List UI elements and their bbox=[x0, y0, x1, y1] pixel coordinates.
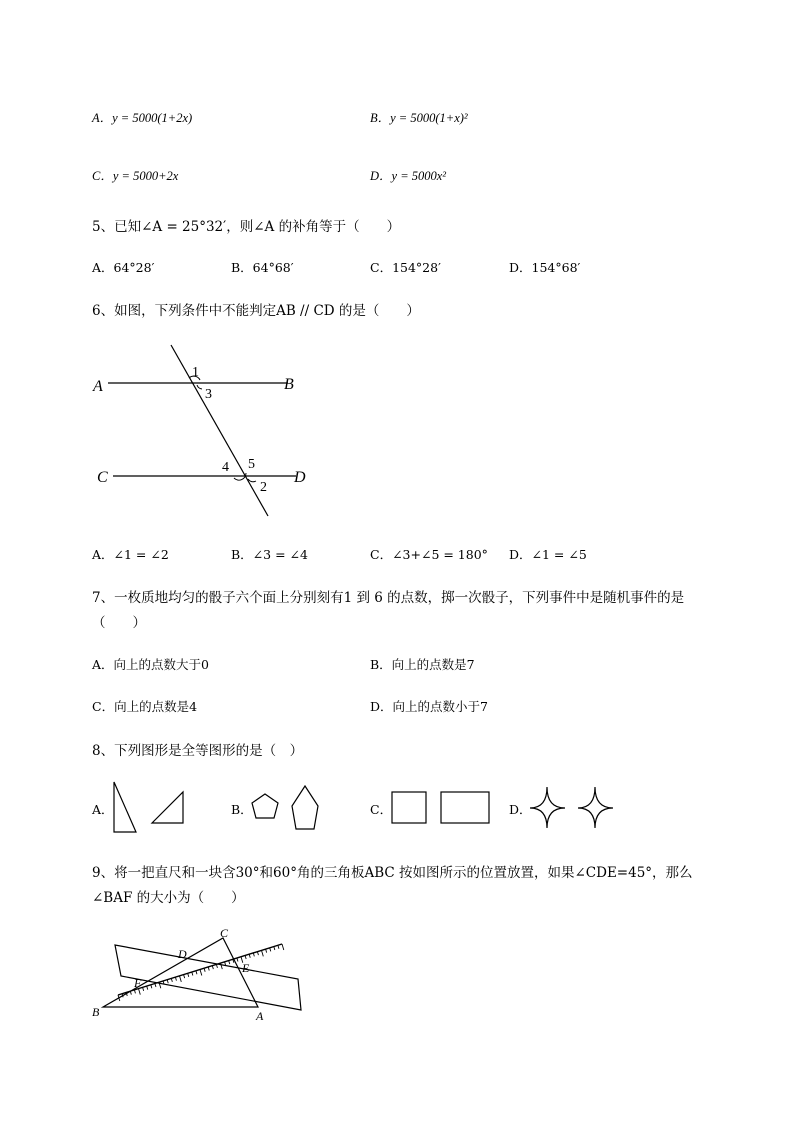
q8-option-c-label: C． bbox=[370, 802, 393, 817]
label-b: B bbox=[284, 376, 294, 393]
q4-option-c: C．y = 5000+2x bbox=[92, 169, 179, 183]
q7-option-a: A．向上的点数大于0 bbox=[92, 657, 209, 672]
q5-option-a: A．64°28′ bbox=[92, 260, 155, 275]
q7-option-d: D．向上的点数小于7 bbox=[370, 699, 488, 714]
label-c: C bbox=[220, 926, 229, 940]
q4-option-d: D．y = 5000x² bbox=[370, 169, 447, 183]
q7-stem-line2: （ ） bbox=[92, 615, 146, 631]
ruler bbox=[115, 945, 301, 1010]
q5-option-d: D．154°68′ bbox=[509, 260, 581, 275]
q9-stem-line2: ∠BAF 的大小为（ ） bbox=[92, 890, 245, 906]
q4-option-a: A．y = 5000(1+2x) bbox=[92, 111, 193, 125]
label-1: 1 bbox=[192, 365, 199, 380]
q7-stem-line1: 7、一枚质地均匀的骰子六个面上分别刻有1 到 6 的点数，掷一次骰子，下列事件中是随机事件的是 bbox=[92, 590, 685, 606]
q5-option-b: B．64°68′ bbox=[231, 260, 294, 275]
q6-option-a: A．∠1 = ∠2 bbox=[92, 547, 169, 562]
label-2: 2 bbox=[260, 480, 267, 495]
q7-option-b: B．向上的点数是7 bbox=[370, 657, 475, 672]
q6-option-b: B．∠3 = ∠4 bbox=[231, 547, 308, 562]
label-a: A bbox=[256, 1009, 264, 1023]
label-e: E bbox=[242, 961, 250, 975]
q7-option-c: C．向上的点数是4 bbox=[92, 699, 198, 714]
label-a: A bbox=[93, 378, 103, 395]
label-f: F bbox=[134, 976, 142, 990]
label-d: D bbox=[294, 469, 306, 486]
q9-stem-line1: 9、将一把直尺和一块含30°和60°角的三角板ABC 按如图所示的位置放置，如果∠CDE=45°，那么 bbox=[92, 865, 693, 881]
q5-option-c: C．154°28′ bbox=[370, 260, 441, 275]
label-c: C bbox=[97, 469, 108, 486]
ruler-tick bbox=[282, 944, 284, 950]
q8-option-d-label: D． bbox=[509, 802, 532, 817]
label-4: 4 bbox=[222, 460, 229, 475]
label-5: 5 bbox=[248, 457, 255, 472]
q8-option-a-label: A． bbox=[92, 802, 114, 817]
label-b: B bbox=[92, 1005, 100, 1019]
q8-stem: 8、下列图形是全等图形的是（ ） bbox=[92, 743, 304, 759]
ruler-tick bbox=[262, 950, 264, 956]
label-d: D bbox=[178, 947, 187, 961]
label-3: 3 bbox=[205, 387, 212, 402]
q6-option-c: C．∠3+∠5 = 180° bbox=[370, 547, 488, 562]
q4-option-b: B．y = 5000(1+x)² bbox=[370, 111, 468, 125]
q6-option-d: D．∠1 = ∠5 bbox=[509, 547, 587, 562]
q5-stem: 5、已知∠A = 25°32′，则∠A 的补角等于（ ） bbox=[92, 219, 401, 235]
q8-option-b-label: B． bbox=[231, 802, 253, 817]
q6-stem: 6、如图，下列条件中不能判定AB // CD 的是（ ） bbox=[92, 303, 420, 319]
